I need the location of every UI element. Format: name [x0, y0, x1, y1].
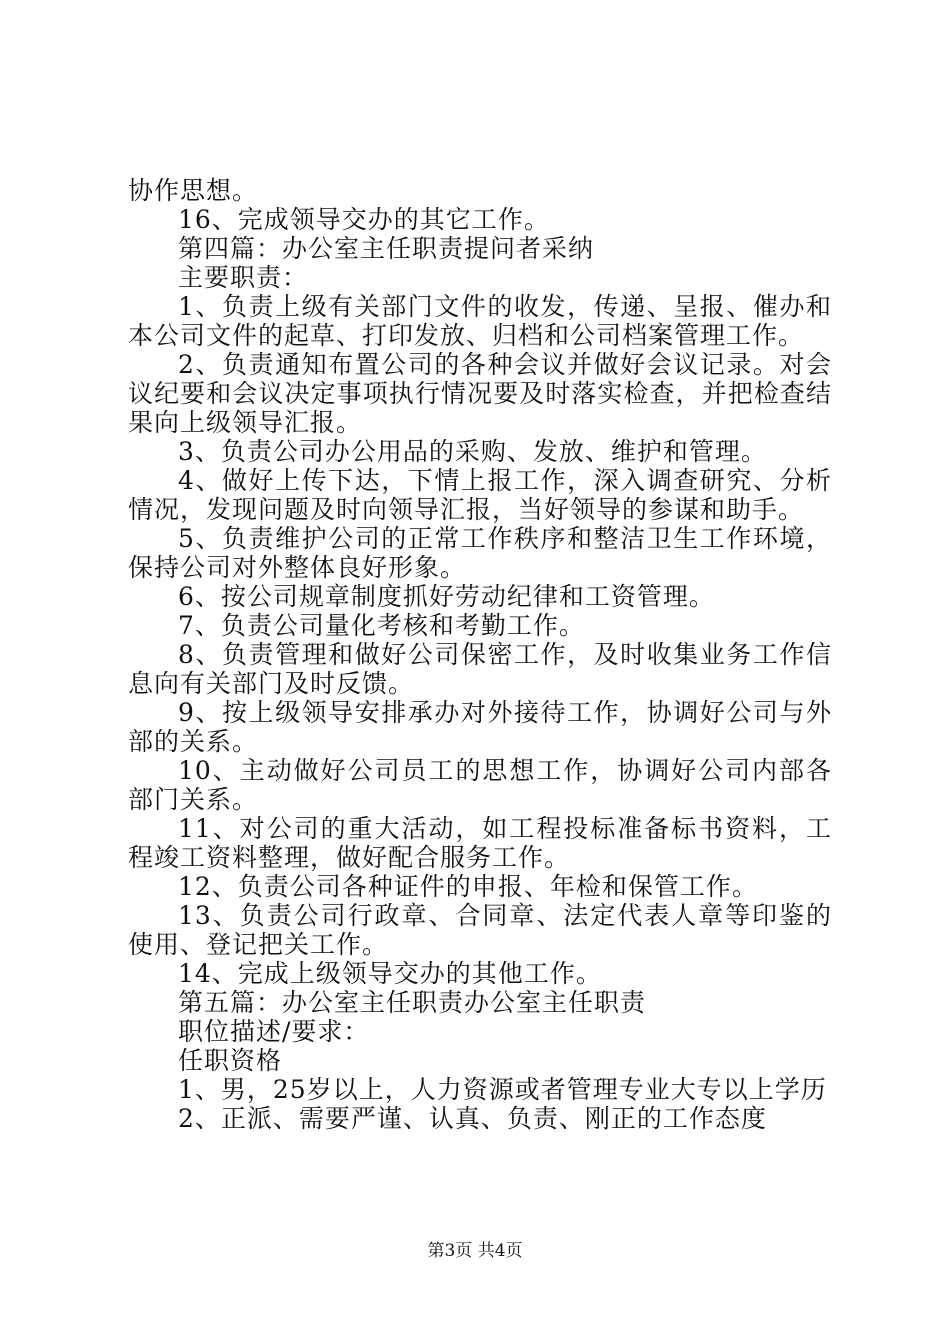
list-item: 3、负责公司办公用品的采购、发放、维护和管理。: [178, 437, 767, 466]
list-item: 9、按上级领导安排承办对外接待工作，协调好公司与外部的关系。: [128, 698, 832, 756]
paragraph: 职位描述/要求：: [178, 1017, 370, 1046]
page-number: 第3页 共4页: [427, 1241, 523, 1261]
document-body: [128, 176, 832, 1133]
list-item: 4、做好上传下达，下情上报工作，深入调查研究、分析情况，发现问题及时向领导汇报，当好领导的参谋和助手。: [128, 466, 832, 524]
list-item: 5、负责维护公司的正常工作秩序和整洁卫生工作环境，保持公司对外整体良好形象。: [128, 524, 832, 582]
paragraph: 主要职责：: [178, 263, 309, 292]
section-heading: 第四篇：办公室主任职责提问者采纳: [178, 234, 595, 263]
list-item: 7、负责公司量化考核和考勤工作。: [178, 611, 585, 640]
list-item: 10、主动做好公司员工的思想工作，协调好公司内部各部门关系。: [128, 756, 832, 814]
list-item: 2、正派、需要严谨、认真、负责、刚正的工作态度: [178, 1104, 767, 1133]
list-item: 6、按公司规章制度抓好劳动纪律和工资管理。: [178, 582, 715, 611]
list-item: 1、负责上级有关部门文件的收发，传递、呈报、催办和本公司文件的起草、打印发放、归档和公司档案管理工作。: [128, 292, 832, 350]
list-item: 11、对公司的重大活动，如工程投标准备标书资料，工程竣工资料整理，做好配合服务工作。: [128, 814, 832, 872]
list-item: 13、负责公司行政章、合同章、法定代表人章等印鉴的使用、登记把关工作。: [128, 901, 832, 959]
paragraph: 16、完成领导交办的其它工作。: [178, 205, 550, 234]
list-item: 12、负责公司各种证件的申报、年检和保管工作。: [178, 872, 758, 901]
page-footer: [0, 1241, 950, 1261]
section-heading: 第五篇：办公室主任职责办公室主任职责: [178, 988, 647, 1017]
list-item: 2、负责通知布置公司的各种会议并做好会议记录。对会议纪要和会议决定事项执行情况要及时落实检查，并把检查结果向上级领导汇报。: [128, 350, 832, 437]
list-item: 8、负责管理和做好公司保密工作，及时收集业务工作信息向有关部门及时反馈。: [128, 640, 832, 698]
paragraph: 任职资格: [178, 1046, 283, 1075]
list-item: 1、男，25岁以上，人力资源或者管理专业大专以上学历: [178, 1075, 827, 1104]
list-item: 14、完成上级领导交办的其他工作。: [178, 959, 602, 988]
paragraph: 协作思想。: [128, 176, 259, 205]
